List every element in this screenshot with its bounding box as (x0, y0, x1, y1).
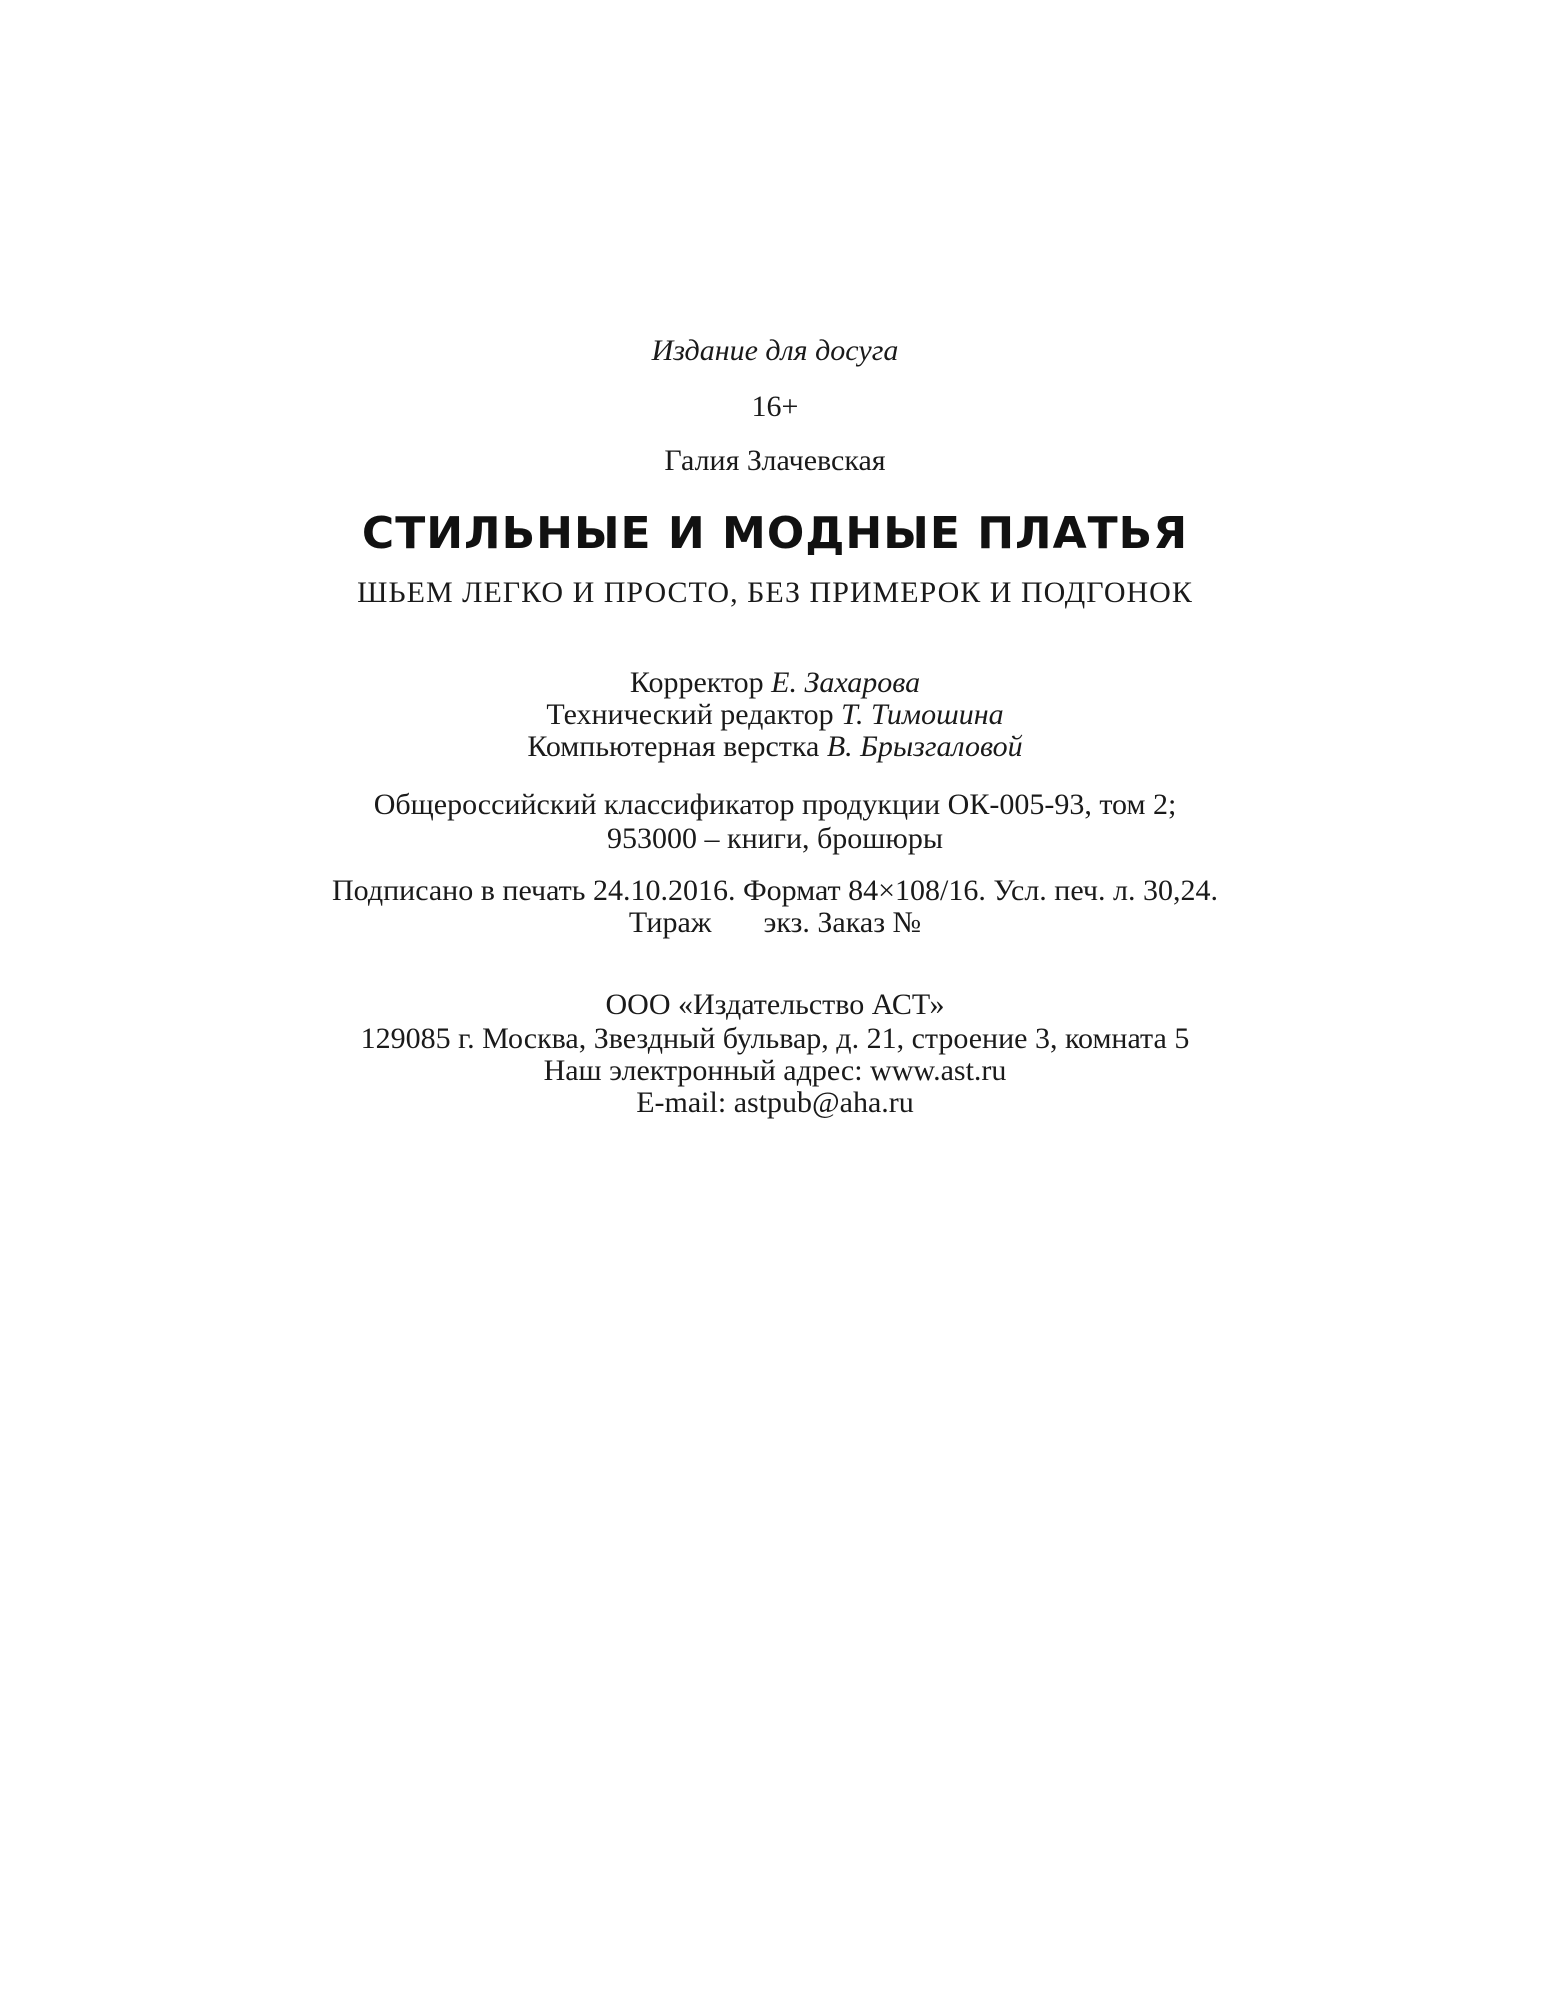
edition-note: Издание для досуга (651, 334, 899, 367)
credit-person: В. Брызгаловой (826, 730, 1023, 763)
publisher-address: 129085 г. Москва, Звездный бульвар, д. 21, строение 3, комната 5 (360, 1022, 1190, 1055)
classifier-line-1: Общероссийский классификатор продукции ОК-005-93, том 2; (373, 788, 1177, 821)
print-run-line (0, 904, 1550, 942)
credit-role: Компьютерная верстка (527, 730, 820, 763)
publisher-email: E-mail: astpub@aha.ru (636, 1086, 914, 1119)
order-label: экз. Заказ № (763, 906, 922, 939)
credit-layout (0, 728, 1550, 766)
print-run-label: Тираж (628, 906, 712, 939)
credit-person: Е. Захарова (771, 666, 921, 699)
publisher-website: Наш электронный адрес: www.ast.ru (543, 1054, 1007, 1087)
credit-role: Технический редактор (546, 698, 834, 731)
book-title: СТИЛЬНЫЕ И МОДНЫЕ ПЛАТЬЯ (361, 508, 1189, 559)
classifier-line-2: 953000 – книги, брошюры (607, 822, 943, 855)
print-info-line: Подписано в печать 24.10.2016. Формат 84×108/16. Усл. печ. л. 30,24. (332, 874, 1218, 907)
book-subtitle: ШЬЕМ ЛЕГКО И ПРОСТО, БЕЗ ПРИМЕРОК И ПОДГОНОК (357, 576, 1193, 609)
age-rating: 16+ (751, 390, 799, 423)
credit-role: Корректор (629, 666, 764, 699)
author-name: Галия Злачевская (664, 444, 886, 477)
credit-person: Т. Тимошина (841, 698, 1004, 731)
publisher-name: ООО «Издательство АСТ» (605, 988, 945, 1021)
